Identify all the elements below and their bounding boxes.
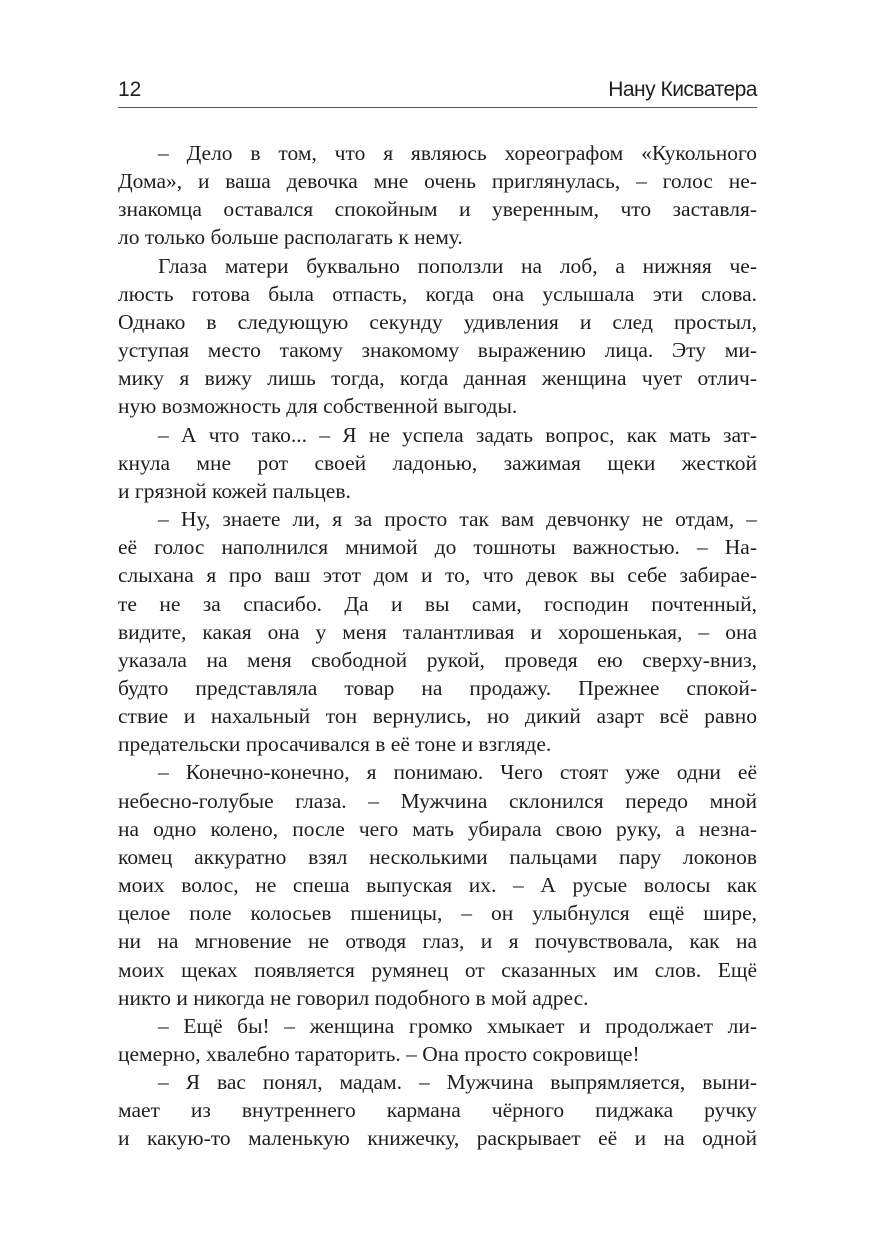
- text-line: ную возможность для собственной выгоды.: [118, 394, 518, 419]
- text-line: те не за спасибо. Да и вы сами, господин почтенный,: [118, 591, 757, 616]
- text-line: – Конечно-конечно, я понимаю. Чего стоят уже одни её: [158, 760, 757, 785]
- page-number: 12: [118, 78, 142, 101]
- text-line: видите, какая она у меня талантливая и хорошенькая, – она: [118, 619, 757, 644]
- text-line: небесно-голубые глаза. – Мужчина склонился передо мной: [118, 788, 757, 813]
- text-line: ствие и нахальный тон вернулись, но дикий азарт всё равно: [118, 704, 757, 729]
- text-line: моих щеках появляется румянец от сказанных им слов. Ещё: [118, 957, 757, 982]
- text-line: мает из внутреннего кармана чёрного пиджака ручку: [118, 1098, 757, 1123]
- text-line: Дома», и ваша девочка мне очень приглянулась, – голос не-: [118, 169, 757, 194]
- text-line: и грязной кожей пальцев.: [118, 478, 351, 503]
- text-line: слыхана я про ваш этот дом и то, что девок вы себе забирае-: [118, 563, 757, 588]
- header-rule: [118, 107, 757, 108]
- author-name: Нану Кисватера: [608, 78, 757, 101]
- text-line: никто и никогда не говорил подобного в мой адрес.: [118, 985, 589, 1010]
- text-line: цемерно, хвалебно тараторить. – Она просто сокровище!: [118, 1042, 640, 1066]
- text-line: на одно колено, после чего мать убирала свою руку, а незна-: [118, 816, 757, 841]
- text-line: – А что тако... – Я не успела задать вопрос, как мать зат-: [158, 422, 757, 447]
- text-line: мику я вижу лишь тогда, когда данная женщина чует отлич-: [118, 366, 757, 391]
- text-line: Однако в следующую секунду удивления и след простыл,: [118, 309, 757, 334]
- text-line: – Ещё бы! – женщина громко хмыкает и продолжает ли-: [158, 1013, 757, 1038]
- text-line: предательски просачивался в её тоне и взгляде.: [118, 732, 552, 757]
- text-line: – Ну, знаете ли, я за просто так вам девчонку не отдам, –: [158, 507, 757, 532]
- text-line: ло только больше располагать к нему.: [118, 225, 463, 250]
- running-header: [118, 78, 757, 106]
- text-line: и какую-то маленькую книжечку, раскрывает её и на одной: [118, 1126, 757, 1151]
- text-line: будто представляла товар на продажу. Прежнее спокой-: [118, 675, 757, 700]
- text-line: люсть готова была отпасть, когда она услышала эти слова.: [118, 281, 757, 306]
- text-line: комец аккуратно взял несколькими пальцами пару локонов: [118, 844, 757, 869]
- text-line: Глаза матери буквально поползли на лоб, а нижняя че-: [158, 253, 757, 278]
- text-line: знакомца оставался спокойным и уверенным, что заставля-: [118, 197, 757, 222]
- text-line: её голос наполнился мнимой до тошноты важностью. – На-: [118, 535, 757, 560]
- text-line: ни на мгновение не отводя глаз, и я почувствовала, как на: [118, 929, 757, 954]
- text-line: – Дело в том, что я являюсь хореографом «Кукольного: [158, 141, 757, 165]
- text-line: уступая место такому знакомому выражению лица. Эту ми-: [118, 338, 757, 363]
- text-line: указала на меня свободной рукой, проведя ею сверху-вниз,: [118, 647, 757, 672]
- text-line: целое поле колосьев пшеницы, – он улыбнулся ещё шире,: [118, 901, 757, 926]
- text-line: кнула мне рот своей ладонью, зажимая щеки жесткой: [118, 450, 757, 475]
- body-text: [118, 139, 757, 1153]
- text-line: – Я вас понял, мадам. – Мужчина выпрямляется, выни-: [158, 1070, 757, 1095]
- text-line: моих волос, не спеша выпуская их. – А русые волосы как: [118, 873, 757, 898]
